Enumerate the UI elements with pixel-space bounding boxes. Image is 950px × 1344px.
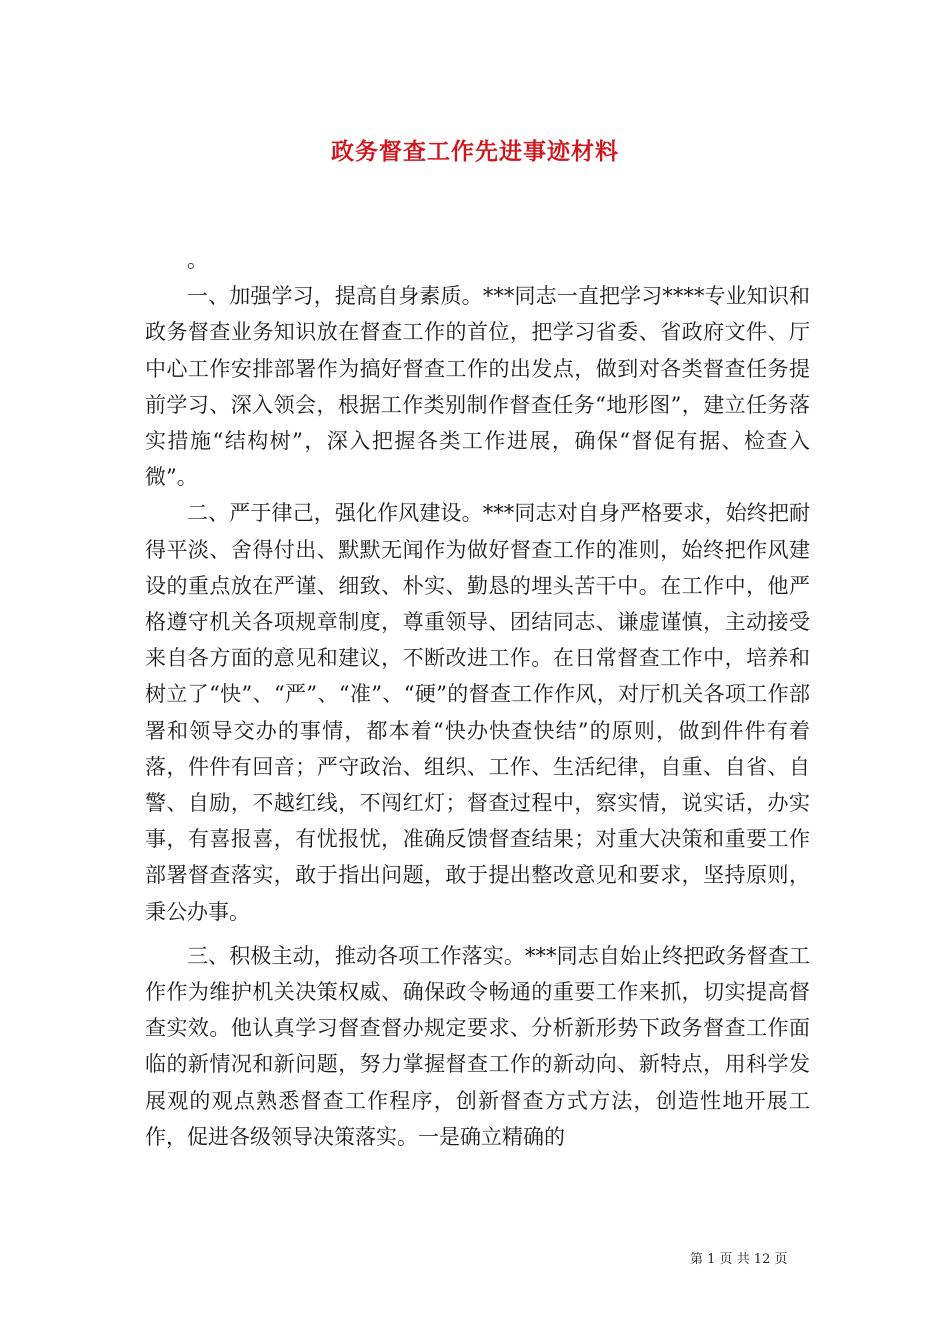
document-body bbox=[145, 242, 810, 1155]
intro-mark: 。 bbox=[187, 248, 208, 272]
paragraph-1: 一、加强学习，提高自身素质。***同志一直把学习****专业知识和政务督查业务知识放在督查工作的首位，把学习省委、省政府文件、厅中心工作安排部署作为搞好督查工作的出发点，做到对各类督查任务提前学习、深入领会，根据工作类别制作督查任务“地形图”，建立任务落实措施“结构树”，深入把握各类工作进展，确保“督促有据、检查入微”。 bbox=[145, 284, 810, 490]
paragraph-2: 二、严于律己，强化作风建设。***同志对自身严格要求，始终把耐得平淡、舍得付出、默默无闻作为做好督查工作的准则，始终把作风建设的重点放在严谨、细致、朴实、勤恳的埋头苦干中。在工作中，他严格遵守机关各项规章制度，尊重领导、团结同志、谦虚谨慎，主动接受来自各方面的意见和建议，不断改进工作。在日常督查工作中，培养和树立了“快”、“严”、“准”、“硬”的督查工作作风，对厅机关各项工作部署和领导交办的事情，都本着“快办快查快结”的原则，做到件件有着落，件件有回音；严守政治、组织、工作、生活纪律，自重、自省、自警、自励，不越红线，不闯红灯；督查过程中，察实情，说实话，办实事，有喜报喜，有忧报忧，准确反馈督查结果；对重大决策和重要工作部署督查落实，敢于指出问题，敢于提出整改意见和要求，坚持原则，秉公办事。 bbox=[145, 501, 810, 924]
document-title: 政务督查工作先进事迹材料 bbox=[331, 138, 619, 165]
paragraph-3: 三、积极主动，推动各项工作落实。***同志自始止终把政务督查工作作为维护机关决策权威、确保政令畅通的重要工作来抓，切实提高督查实效。他认真学习督查督办规定要求、分析新形势下政务督查工作面临的新情况和新问题，努力掌握督查工作的新动向、新特点，用科学发展观的观点熟悉督查工作程序，创新督查方式方法，创造性地开展工作，促进各级领导决策落实。一是确立精确的 bbox=[145, 943, 810, 1149]
page-number: 第 1 页 共 12 页 bbox=[690, 1252, 788, 1267]
